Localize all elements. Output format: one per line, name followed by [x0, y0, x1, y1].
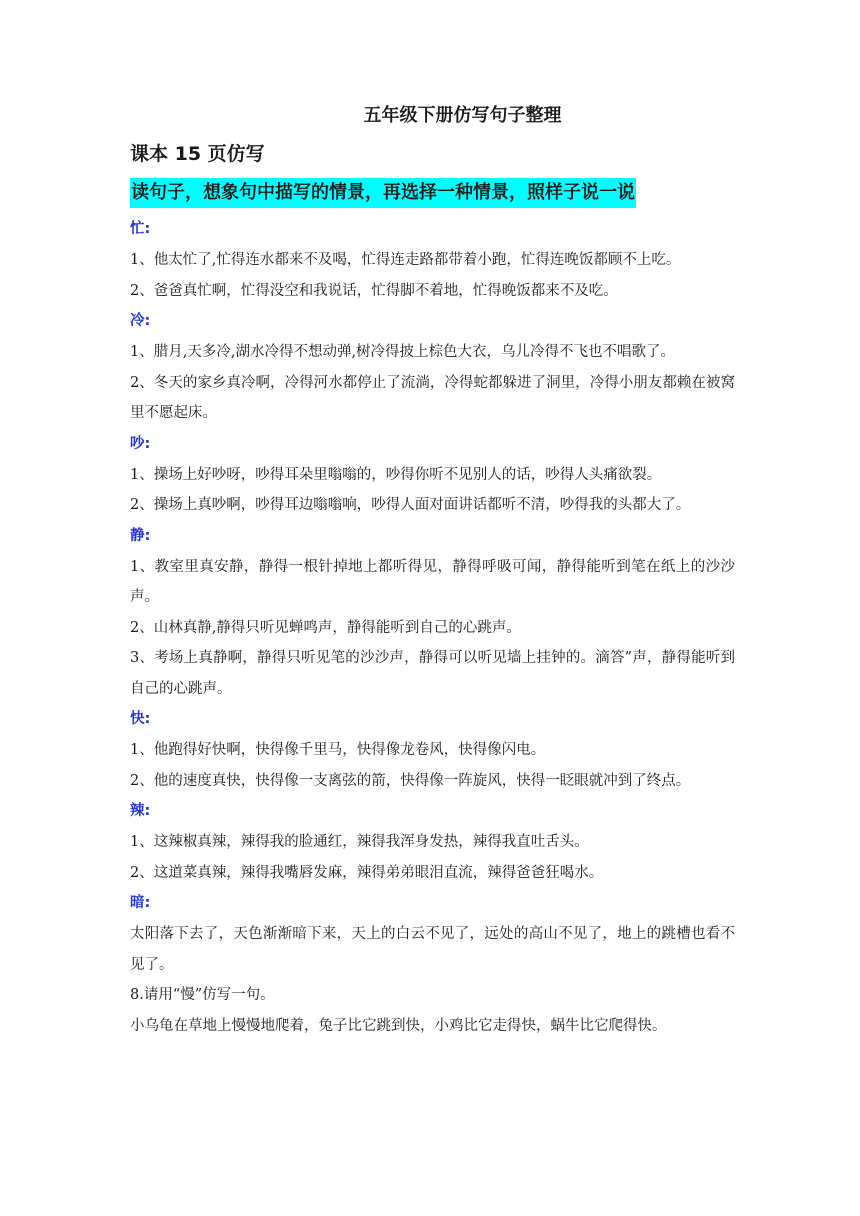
group-label: 暗: — [130, 895, 151, 911]
sentence-line: 1、这辣椒真辣，辣得我的脸通红，辣得我浑身发热，辣得我直吐舌头。 — [130, 834, 589, 850]
sentence-line: 小乌龟在草地上慢慢地爬着，兔子比它跳到快，小鸡比它走得快，蜗牛比它爬得快。 — [130, 1017, 667, 1034]
sentence-line: 2、这道菜真辣，辣得我嘴唇发麻，辣得弟弟眼泪直流，辣得爸爸狂喝水。 — [130, 864, 604, 881]
document-page — [130, 100, 735, 1041]
group-dark — [130, 888, 735, 1041]
group-cold — [130, 306, 735, 429]
section-heading: 课本 15 页仿写 — [130, 143, 265, 165]
sentence-line: 2、冬天的家乡真冷啊，冷得河水都停止了流淌，冷得蛇都躲进了洞里，冷得小朋友都赖在被窝里不愿起床。 — [130, 374, 735, 421]
sentence-line: 3、考场上真静啊，静得只听见笔的沙沙声，静得可以听见墙上挂钟的。滴答”声，静得能听到自己的心跳声。 — [130, 650, 735, 697]
group-label: 快: — [130, 711, 151, 727]
group-noisy — [130, 429, 735, 521]
group-label: 吵: — [130, 435, 151, 452]
sentence-line: 1、他跑得好快啊，快得像千里马，快得像龙卷风，快得像闪电。 — [130, 742, 546, 758]
sentence-line: 2、他的速度真快，快得像一支离弦的箭，快得像一阵旋风，快得一眨眼就冲到了终点。 — [130, 772, 691, 789]
document-title: 五年级下册仿写句子整理 — [363, 105, 562, 126]
group-fast — [130, 704, 735, 796]
group-label: 辣: — [130, 803, 151, 819]
sentence-line: 1、他太忙了,忙得连水都来不及喝，忙得连走路都带着小跑，忙得连晚饭都顾不上吃。 — [130, 252, 681, 268]
sentence-line: 2、山林真静,静得只听见蝉鸣声，静得能听到自己的心跳声。 — [130, 619, 521, 636]
group-label: 静: — [130, 527, 151, 544]
sentence-line: 8.请用“慢”仿写一句。 — [130, 987, 275, 1003]
sentence-line: 太阳落下去了，天色渐渐暗下来，天上的白云不见了，远处的高山不见了，地上的跳槽也看不见了。 — [130, 926, 735, 973]
sentence-line: 1、教室里真安静，静得一根针掉地上都听得见，静得呼吸可闻，静得能听到笔在纸上的沙沙声。 — [130, 558, 735, 605]
sentence-line: 1、腊月,天多冷,湖水冷得不想动弹,树冷得披上棕色大衣，乌儿冷得不飞也不唱歌了。 — [130, 344, 676, 360]
sentence-line: 1、操场上好吵呀，吵得耳朵里嗡嗡的，吵得你听不见别人的话，吵得人头痛欲裂。 — [130, 466, 662, 483]
sentence-line: 2、操场上真吵啊，吵得耳边嗡嗡响，吵得人面对面讲话都听不清，吵得我的头都大了。 — [130, 497, 691, 513]
group-spicy — [130, 796, 735, 888]
group-label: 忙: — [130, 221, 151, 237]
sentence-line: 2、爸爸真忙啊，忙得没空和我说话，忙得脚不着地，忙得晚饭都来不及吃。 — [130, 282, 618, 299]
instruction-highlight: 读句子，想象句中描写的情景，再选择一种情景，照样子说一说 — [130, 178, 636, 208]
group-label: 冷: — [130, 313, 151, 329]
group-quiet — [130, 521, 735, 705]
group-busy — [130, 214, 735, 306]
